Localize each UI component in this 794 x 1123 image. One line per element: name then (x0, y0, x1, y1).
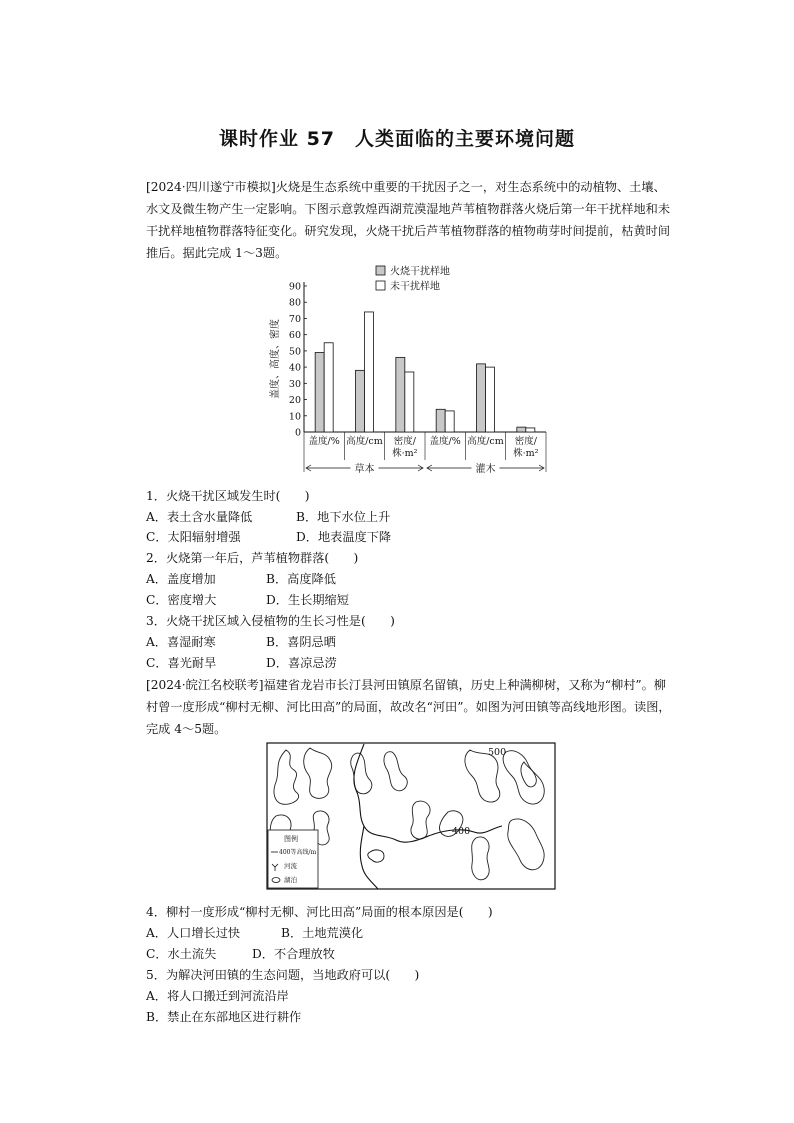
question-1-option-d[interactable]: D．地表温度下降 (296, 530, 392, 544)
legend-swatch (376, 266, 385, 275)
question-4-options-row-1 (146, 923, 363, 943)
category-label: 盖度/% (429, 436, 461, 447)
bar-unburned (526, 428, 535, 432)
y-tick-label: 50 (288, 346, 301, 358)
legend-label: 火烧干扰样地 (390, 266, 450, 278)
question-4-option-b[interactable]: B．土地荒漠化 (281, 926, 364, 940)
y-tick-label: 80 (288, 297, 301, 309)
category-label: 株·m² (513, 448, 539, 459)
question-4-option-d[interactable]: D．不合理放牧 (252, 947, 335, 961)
question-3: 3．火烧干扰区域入侵植物的生长习性是( ) (146, 614, 395, 628)
y-tick-label: 60 (288, 330, 301, 342)
question-2-options-row-2 (146, 590, 349, 610)
bar-unburned (405, 372, 414, 432)
contour-label-400: 400 (452, 826, 471, 837)
question-3-options-row-2 (146, 653, 337, 673)
bar-burned (517, 427, 526, 432)
question-2-option-c[interactable]: C．密度增大 (146, 593, 217, 607)
bar-burned (396, 357, 405, 432)
question-4-options-row-2 (146, 944, 335, 964)
bar-unburned (365, 312, 374, 432)
question-2-options-row-1 (146, 569, 336, 589)
bar-burned (315, 353, 324, 432)
question-1-options-row-2 (146, 527, 391, 547)
intro-paragraph-1: [2024·四川遂宁市模拟]火烧是生态系统中重要的干扰因子之一，对生态系统中的动植物、土壤、水文及微生物产生一定影响。下图示意敦煌西湖荒漠湿地芦苇植物群落火烧后第一年干扰样地和未干扰样地植物群落特征变化。研究发现，火烧干扰后芦苇植物群落的植物萌芽时间提前，枯黄时间推后。据此完成 1～3题。 (146, 180, 671, 260)
question-1-option-c[interactable]: C．太阳辐射增强 (146, 530, 241, 544)
bar-chart (258, 262, 558, 478)
question-5-option-a[interactable]: A．将人口搬迁到河流沿岸 (146, 989, 289, 1003)
page-title: 课时作业 57 人类面临的主要环境问题 (218, 128, 576, 150)
contour-map (266, 742, 556, 890)
category-label: 高度/cm (346, 436, 383, 447)
contour-label-500: 500 (488, 747, 507, 758)
bar-unburned (324, 343, 333, 432)
question-4: 4．柳村一度形成“柳村无柳、河比田高”局面的根本原因是( ) (146, 905, 493, 919)
category-label: 株·m² (392, 448, 418, 459)
question-2-option-a[interactable]: A．盖度增加 (146, 572, 216, 586)
category-label: 密度/ (514, 436, 537, 447)
question-1-options-row-1 (146, 507, 390, 527)
question-3-option-b[interactable]: B．喜阴忌晒 (266, 635, 336, 649)
legend-lake: 湖泊 (284, 876, 297, 884)
bar-unburned (486, 367, 495, 432)
legend-label: 未干扰样地 (390, 281, 440, 293)
question-4-option-a[interactable]: A．人口增长过快 (146, 926, 241, 940)
question-5: 5．为解决河田镇的生态问题，当地政府可以( ) (146, 968, 420, 982)
question-5-option-b[interactable]: B．禁止在东部地区进行耕作 (146, 1010, 302, 1024)
legend-swatch (376, 281, 385, 290)
question-1-option-a[interactable]: A．表土含水量降低 (146, 510, 253, 524)
question-3-options-row-1 (146, 632, 336, 652)
question-3-option-c[interactable]: C．喜光耐旱 (146, 656, 217, 670)
y-tick-label: 10 (288, 411, 301, 423)
group-label: 草本 (354, 464, 375, 475)
group-label: 灌木 (475, 464, 496, 475)
question-3-option-a[interactable]: A．喜湿耐寒 (146, 635, 216, 649)
question-4-option-c[interactable]: C．水土流失 (146, 947, 217, 961)
y-tick-label: 30 (288, 378, 301, 390)
category-label: 盖度/% (308, 436, 340, 447)
question-1: 1．火烧干扰区域发生时( ) (146, 489, 310, 503)
category-label: 密度/ (393, 436, 416, 447)
question-2-option-d[interactable]: D．生长期缩短 (266, 593, 349, 607)
intro-paragraph-2: [2024·皖江名校联考]福建省龙岩市长汀县河田镇原名留镇，历史上种满柳树，又称为“柳村”。柳村曾一度形成“柳村无柳、河比田高”的局面，故改名“河田”。如图为河田镇等高线地形图。读图，完成 4～5题。 (146, 678, 671, 736)
bar-burned (477, 364, 486, 432)
legend-contour: 400等高线/m (279, 849, 317, 856)
map-legend (268, 830, 318, 888)
legend-river: 河流 (284, 862, 297, 870)
bar-burned (436, 409, 445, 432)
y-tick-label: 40 (288, 362, 301, 374)
question-2-option-b[interactable]: B．高度降低 (266, 572, 336, 586)
y-tick-label: 70 (288, 313, 301, 325)
question-3-option-d[interactable]: D．喜凉忌涝 (266, 656, 337, 670)
y-tick-label: 90 (288, 281, 301, 293)
y-tick-label: 20 (288, 395, 301, 407)
question-1-option-b[interactable]: B．地下水位上升 (296, 510, 391, 524)
bar-unburned (445, 411, 454, 432)
bar-burned (356, 370, 365, 432)
y-tick-label: 0 (294, 427, 301, 439)
legend-title: 图例 (284, 835, 298, 843)
category-label: 高度/cm (467, 436, 504, 447)
y-axis-label: 盖度、高度、密度 (270, 319, 281, 399)
question-2: 2．火烧第一年后，芦苇植物群落( ) (146, 551, 359, 565)
